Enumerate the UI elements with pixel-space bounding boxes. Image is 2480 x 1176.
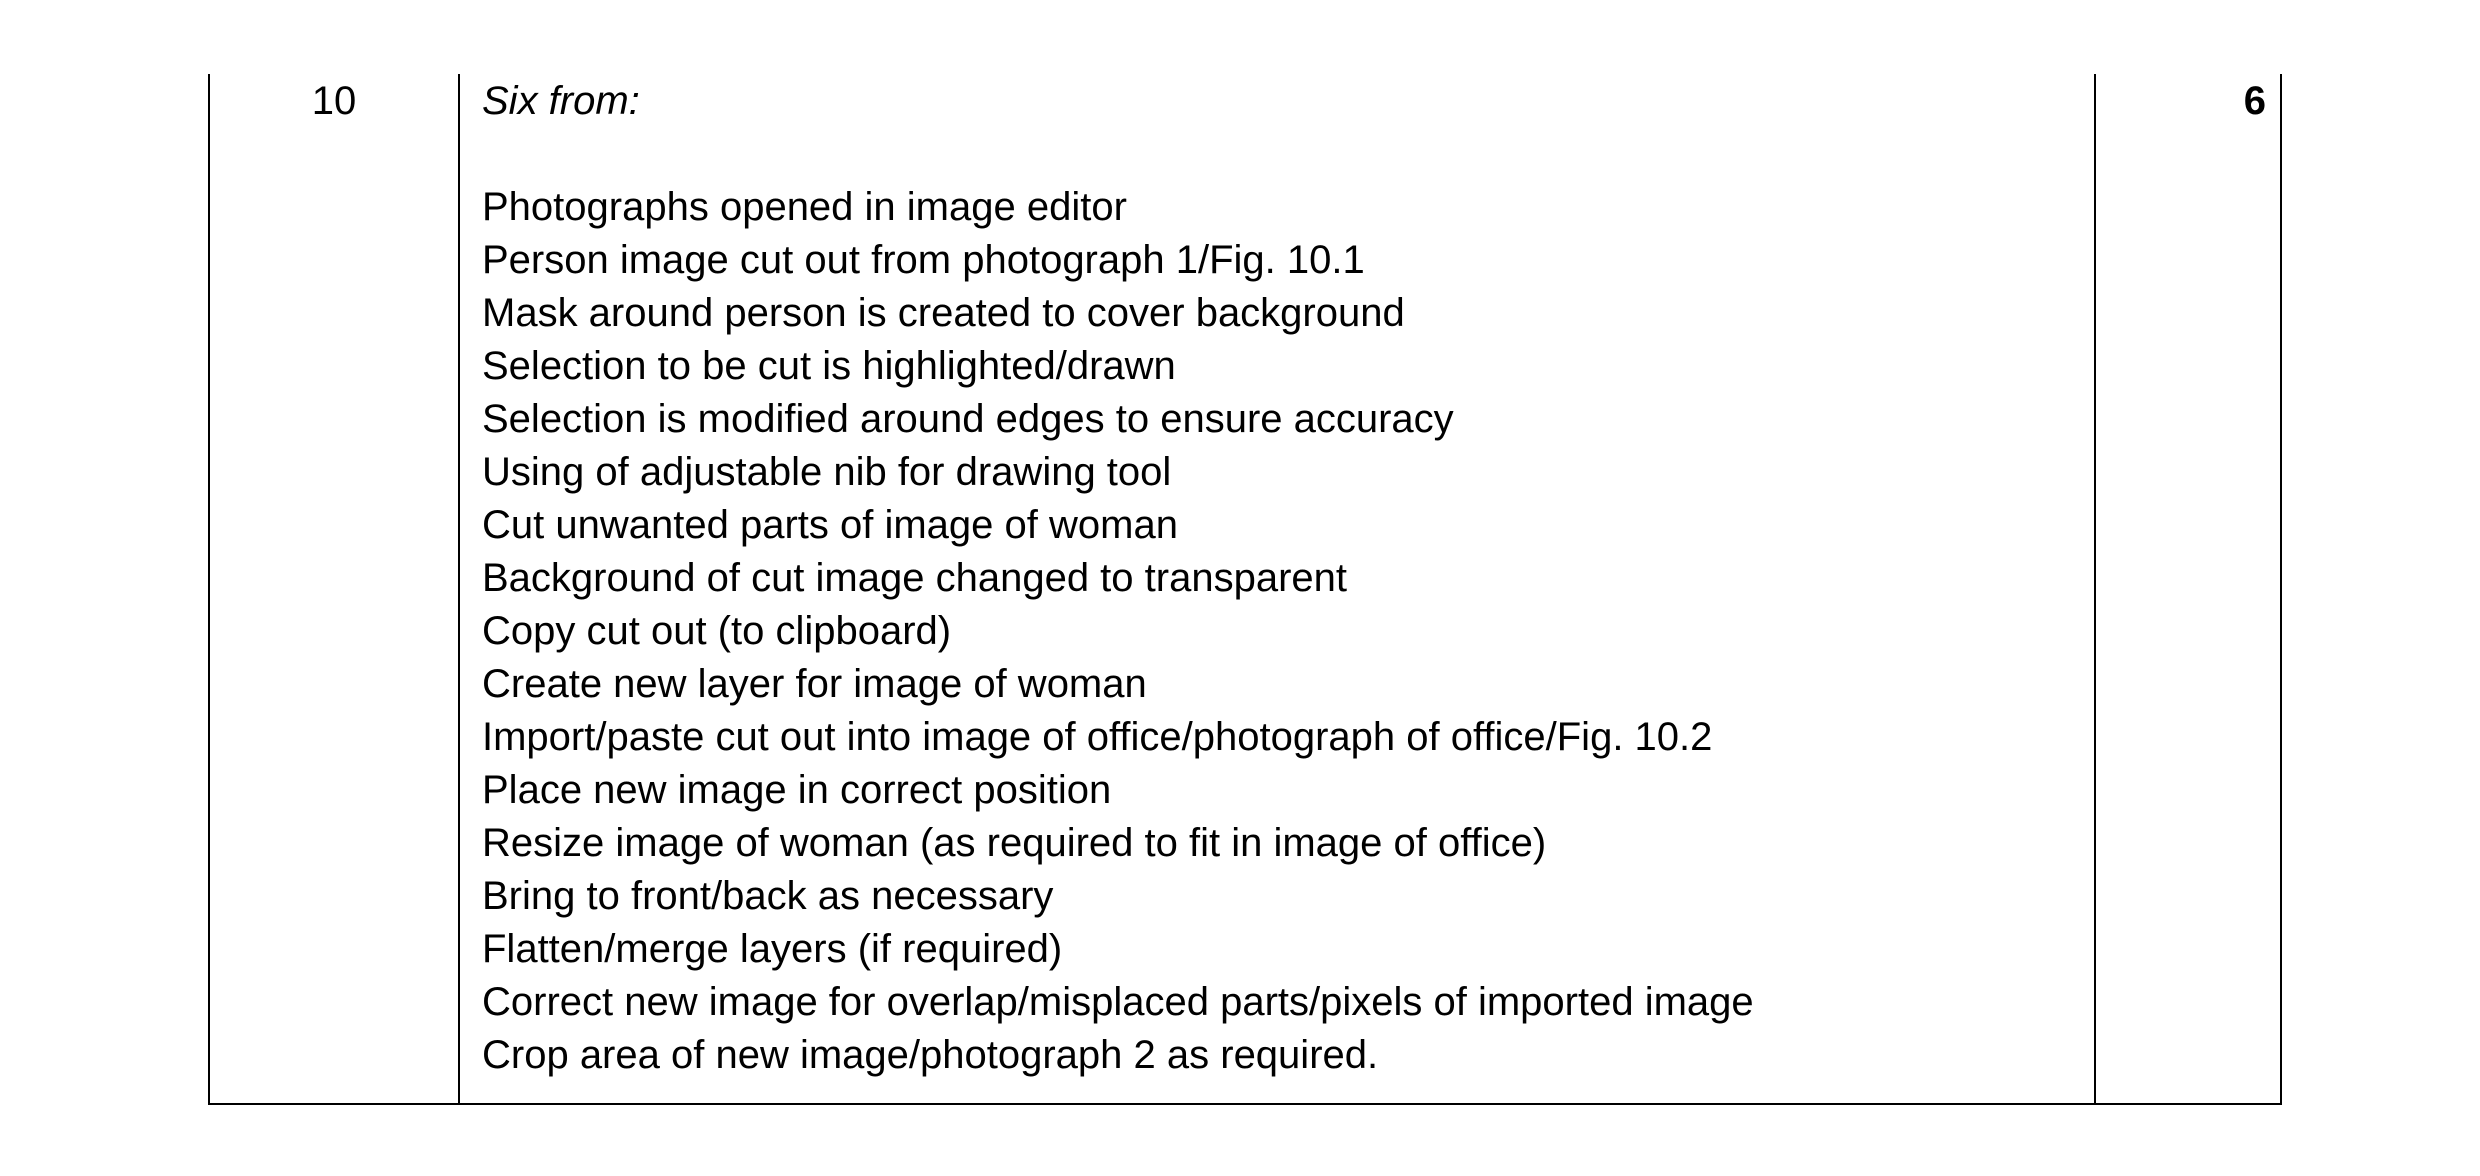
answer-point: Import/paste cut out into image of office/photograph of office/Fig. 10.2 — [482, 715, 1713, 759]
answer-point: Person image cut out from photograph 1/Fig. 10.1 — [482, 238, 1365, 282]
answer-point: Correct new image for overlap/misplaced parts/pixels of imported image — [482, 980, 1754, 1024]
marks-value: 6 — [2243, 79, 2266, 123]
answer-point: Background of cut image changed to transparent — [482, 556, 1347, 600]
question-number: 10 — [311, 79, 357, 123]
answer-point: Selection to be cut is highlighted/drawn — [482, 344, 1176, 388]
answer-cell — [482, 74, 2082, 1082]
answer-point: Copy cut out (to clipboard) — [482, 609, 952, 653]
answer-point: Crop area of new image/photograph 2 as required. — [482, 1033, 1379, 1077]
answer-point: Photographs opened in image editor — [482, 185, 1127, 229]
answer-points-list — [482, 181, 2082, 1082]
column-divider — [2094, 74, 2096, 1103]
answer-point: Mask around person is created to cover background — [482, 291, 1405, 335]
column-divider — [458, 74, 460, 1103]
answer-point: Using of adjustable nib for drawing tool — [482, 450, 1172, 494]
answer-point: Resize image of woman (as required to fit in image of office) — [482, 821, 1547, 865]
answer-point: Cut unwanted parts of image of woman — [482, 503, 1178, 547]
mark-scheme-table — [208, 74, 2282, 1105]
answer-intro: Six from: — [482, 79, 640, 123]
answer-point: Flatten/merge layers (if required) — [482, 927, 1063, 971]
answer-point: Selection is modified around edges to ensure accuracy — [482, 397, 1454, 441]
answer-point: Place new image in correct position — [482, 768, 1112, 812]
spacer — [482, 128, 2082, 181]
answer-point: Create new layer for image of woman — [482, 662, 1147, 706]
answer-point: Bring to front/back as necessary — [482, 874, 1054, 918]
